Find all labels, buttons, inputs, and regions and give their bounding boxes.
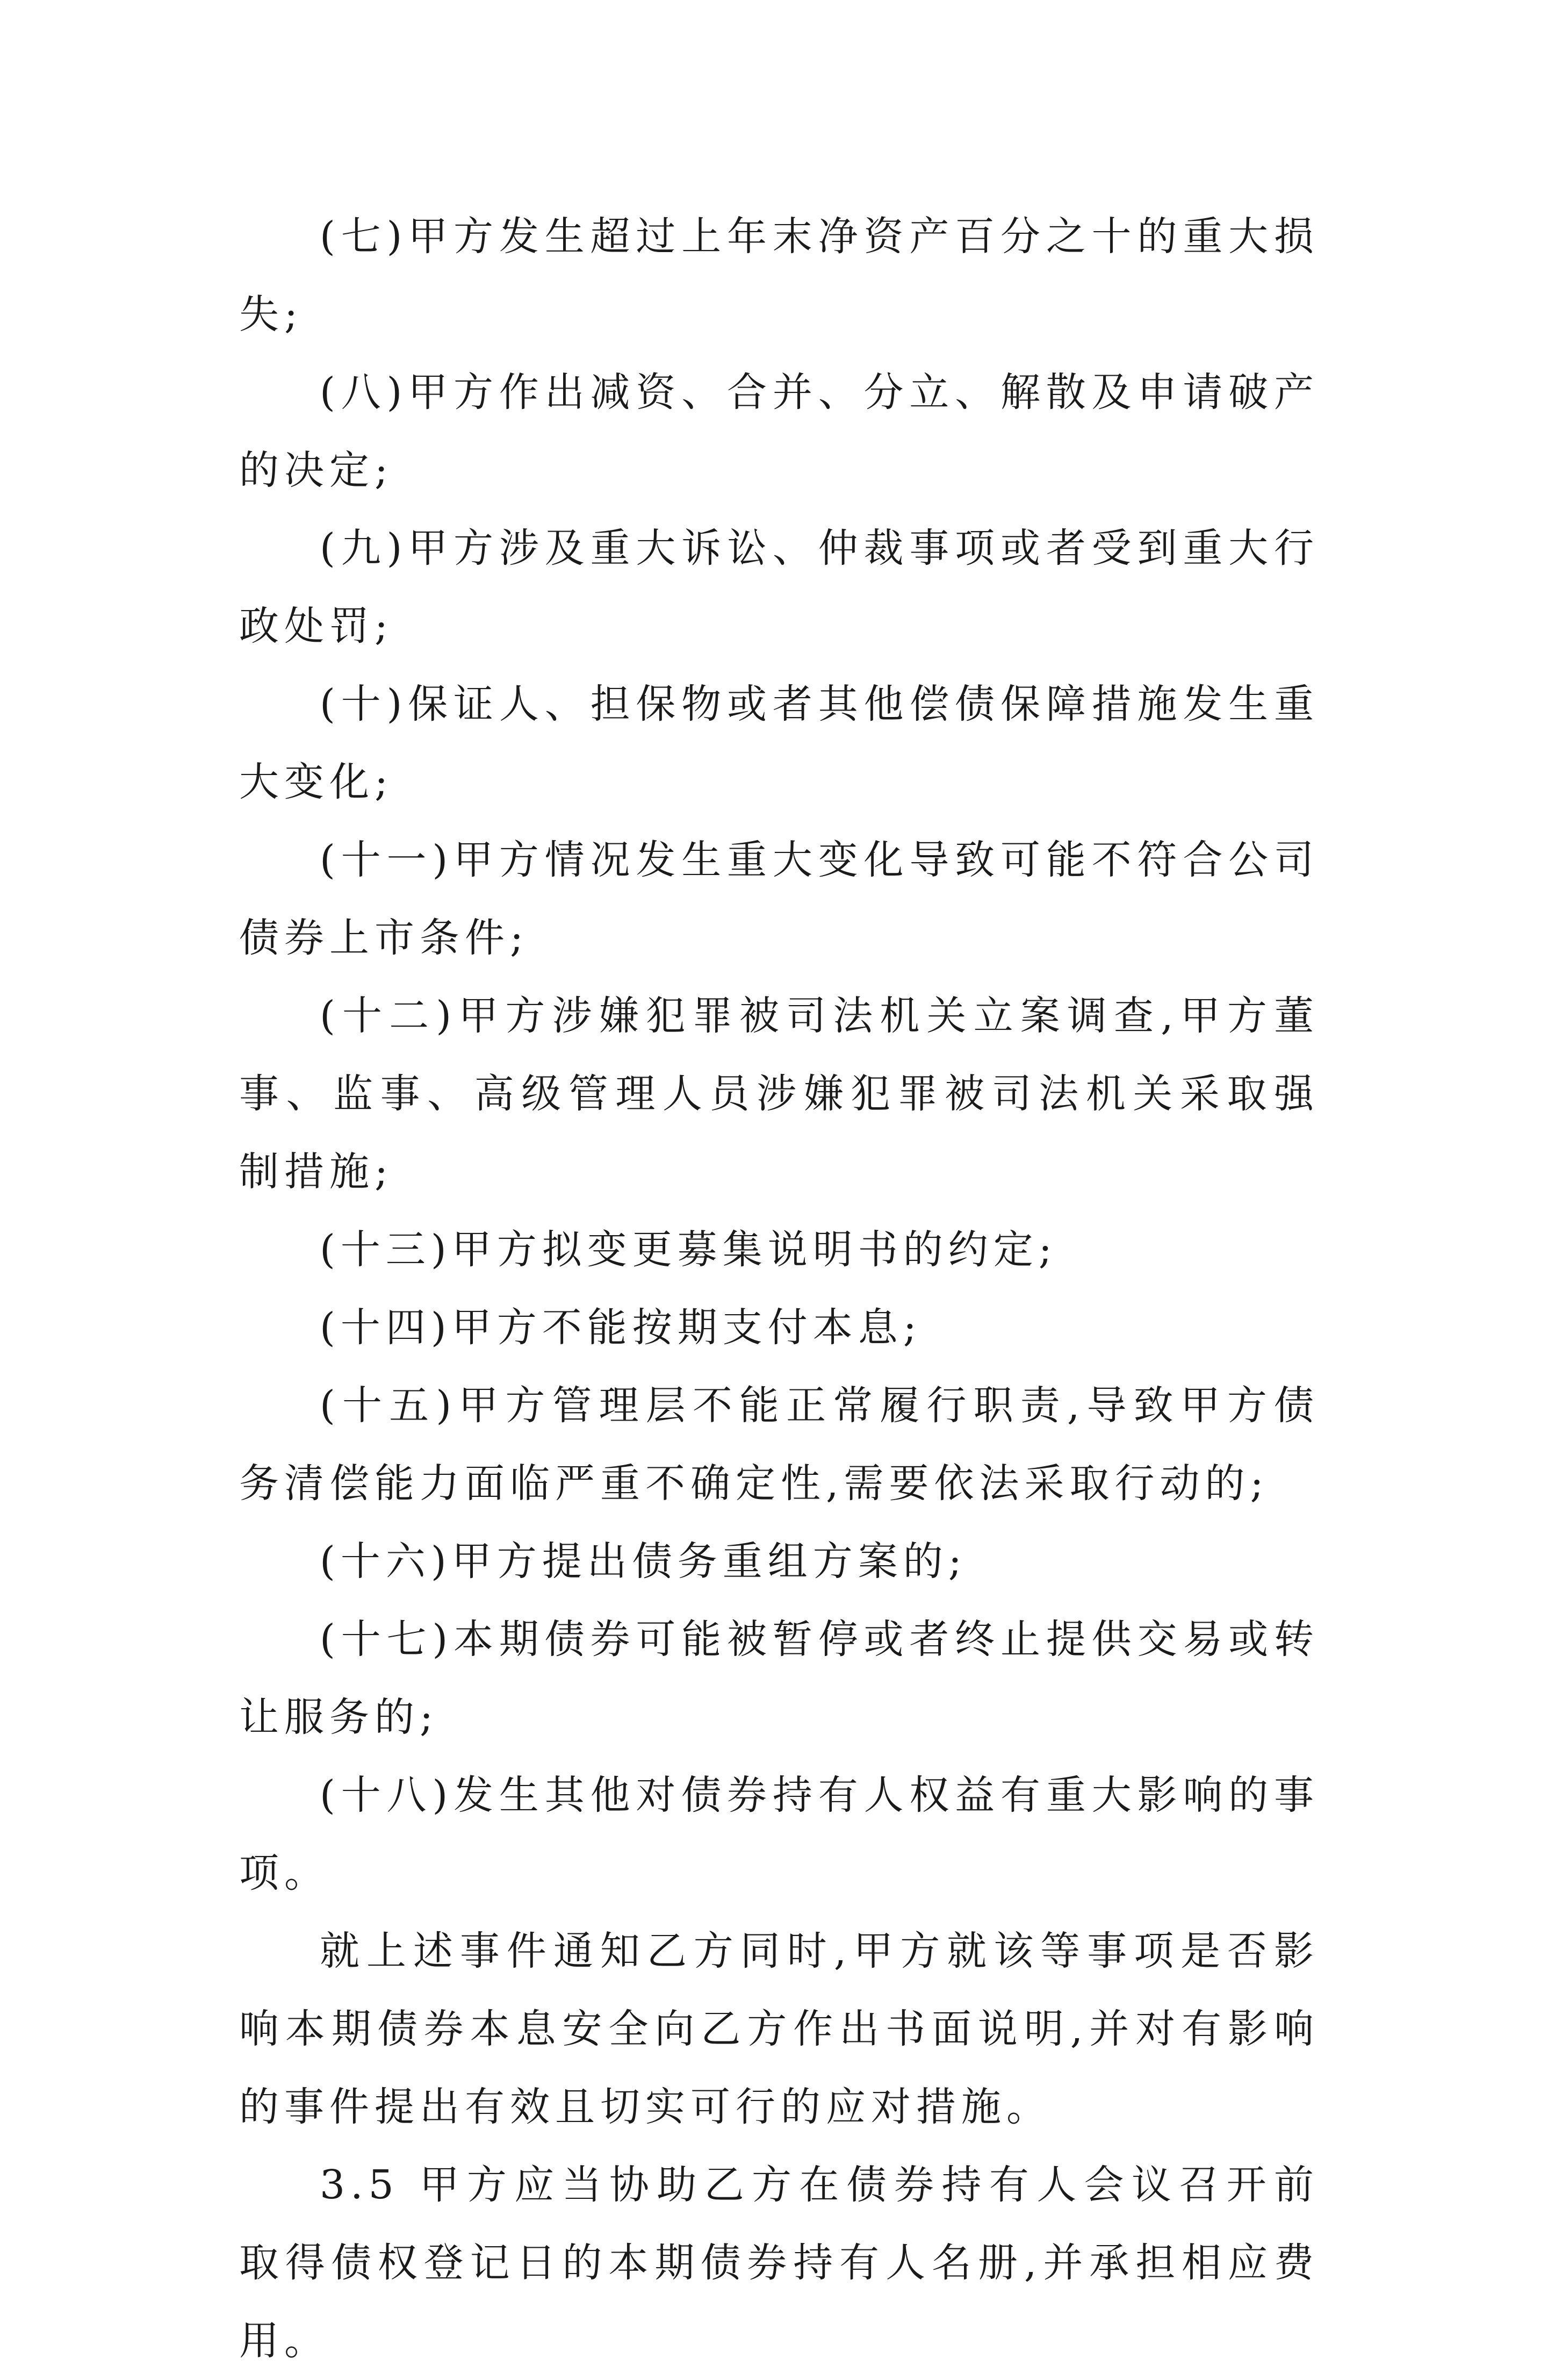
paragraph-item-18: (十八)发生其他对债券持有人权益有重大影响的事项。 [239,1772,1319,1896]
paragraph-item-17: (十七)本期债券可能被暂停或者终止提供交易或转让服务的; [239,1616,1319,1740]
paragraph-item-11: (十一)甲方情况发生重大变化导致可能不符合公司债券上市条件; [239,837,1319,961]
paragraph-clause-3-5: 3.5 甲方应当协助乙方在债券持有人会议召开前取得债权登记日的本期债券持有人名册,并承担相应费用。 [239,2162,1319,2364]
paragraph-item-9: (九)甲方涉及重大诉讼、仲裁事项或者受到重大行政处罚; [239,525,1319,649]
paragraph-notification-summary: 就上述事件通知乙方同时,甲方就该等事项是否影响本期债券本息安全向乙方作出书面说明,并对有影响的事件提出有效且切实可行的应对措施。 [239,1928,1319,2130]
paragraph-item-16: (十六)甲方提出债务重组方案的; [320,1538,967,1585]
paragraph-item-15: (十五)甲方管理层不能正常履行职责,导致甲方债务清偿能力面临严重不确定性,需要依法采取行动的; [239,1382,1319,1507]
paragraph-item-12: (十二)甲方涉嫌犯罪被司法机关立案调查,甲方董事、监事、高级管理人员涉嫌犯罪被司法机关采取强制措施; [239,993,1319,1195]
paragraph-item-14: (十四)甲方不能按期支付本息; [320,1304,922,1351]
paragraph-item-10: (十)保证人、担保物或者其他偿债保障措施发生重大变化; [239,681,1319,805]
paragraph-item-8: (八)甲方作出减资、合并、分立、解散及申请破产的决定; [239,369,1319,493]
paragraph-item-7: (七)甲方发生超过上年末净资产百分之十的重大损失; [239,213,1319,338]
document-body [239,198,1319,2380]
paragraph-item-13: (十三)甲方拟变更募集说明书的约定; [320,1227,1057,1273]
